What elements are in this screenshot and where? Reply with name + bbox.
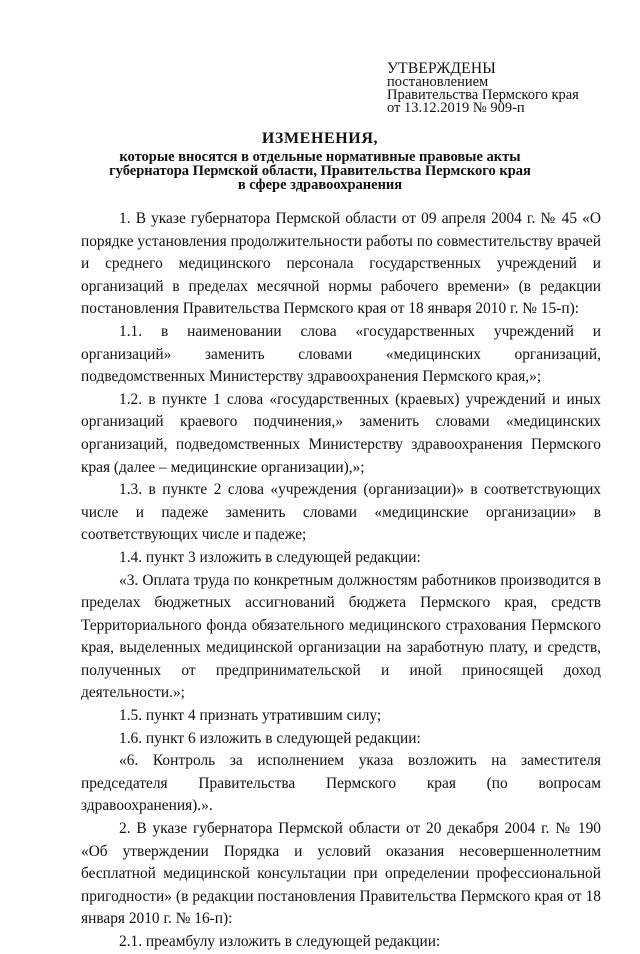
- subtitle-line: губернатора Пермской области, Правительства Пермского края: [109, 163, 531, 179]
- approval-heading: УТВЕРЖДЕНЫ: [387, 60, 496, 77]
- paragraph: 2.1. преамбулу изложить в следующей редакции:: [119, 933, 441, 950]
- subtitle-line: которые вносятся в отдельные нормативные правовые акты: [119, 149, 521, 165]
- paragraph: 2. В указе губернатора Пермской области от 20 декабря 2004 г. № 190 «Об утверждении Порядка и условий оказания несовершеннолетним бесплатной медицинской консультации при определении профессиональной пригодности» (в редакции постановления Правительства Пермского края от 18 января 2010 г. № 16-п):: [81, 820, 601, 928]
- paragraph: «3. Оплата труда по конкретным должностям работников производится в пределах бюджетных ассигнований бюджета Пермского края, средств Территориального фонда обязательного медицинского страхования Пермского края, выделенных медицинской организации на заработную плату, и средств, полученных от предпринимательской и иной приносящей доход деятельности.»;: [81, 571, 601, 702]
- paragraph: 1.6. пункт 6 изложить в следующей редакции:: [119, 729, 421, 747]
- subtitle-line: в сфере здравоохранения: [237, 177, 403, 193]
- paragraph: 1.2. в пункте 1 слова «государственных (краевых) учреждений и иных организаций краевого подчинения,» заменить словами «медицинских организаций, подведомственных Министерству здравоохранения Пермского края (далее – медицинские организации),»;: [81, 390, 601, 476]
- approval-line: от 13.12.2019 № 909-п: [387, 100, 525, 116]
- paragraph: 1. В указе губернатора Пермской области от 09 апреля 2004 г. № 45 «О порядке установления продолжительности работы по совместительству врачей и среднего медицинского персонала государственных учреждений и организаций в пределах месячной нормы рабочего времени» (в редакции постановления Правительства Пермского края от 18 января 2010 г. № 15-п):: [81, 210, 601, 318]
- paragraph: 1.5. пункт 4 признать утратившим силу;: [119, 707, 382, 725]
- document-subtitle: [0, 150, 640, 192]
- paragraph: 1.4. пункт 3 изложить в следующей редакции:: [119, 548, 421, 566]
- approval-line: Правительства Пермского края: [387, 87, 579, 103]
- paragraph: 1.3. в пункте 2 слова «учреждения (организации)» в соответствующих числе и падеже заменить словами «медицинские организации» в соответствующих числе и падеже;: [81, 481, 601, 544]
- approval-line: постановлением: [387, 74, 489, 90]
- document-title: ИЗМЕНЕНИЯ,: [261, 130, 379, 147]
- paragraph: «6. Контроль за исполнением указа возложить на заместителя председателя Правительства Пермского края (по вопросам здравоохранения).».: [81, 752, 601, 815]
- document-body: [81, 208, 601, 954]
- paragraph: 1.1. в наименовании слова «государственных учреждений и организаций» заменить словами «медицинских организаций, подведомственных Министерству здравоохранения Пермского края,»;: [81, 322, 601, 386]
- approval-stamp: [387, 61, 627, 115]
